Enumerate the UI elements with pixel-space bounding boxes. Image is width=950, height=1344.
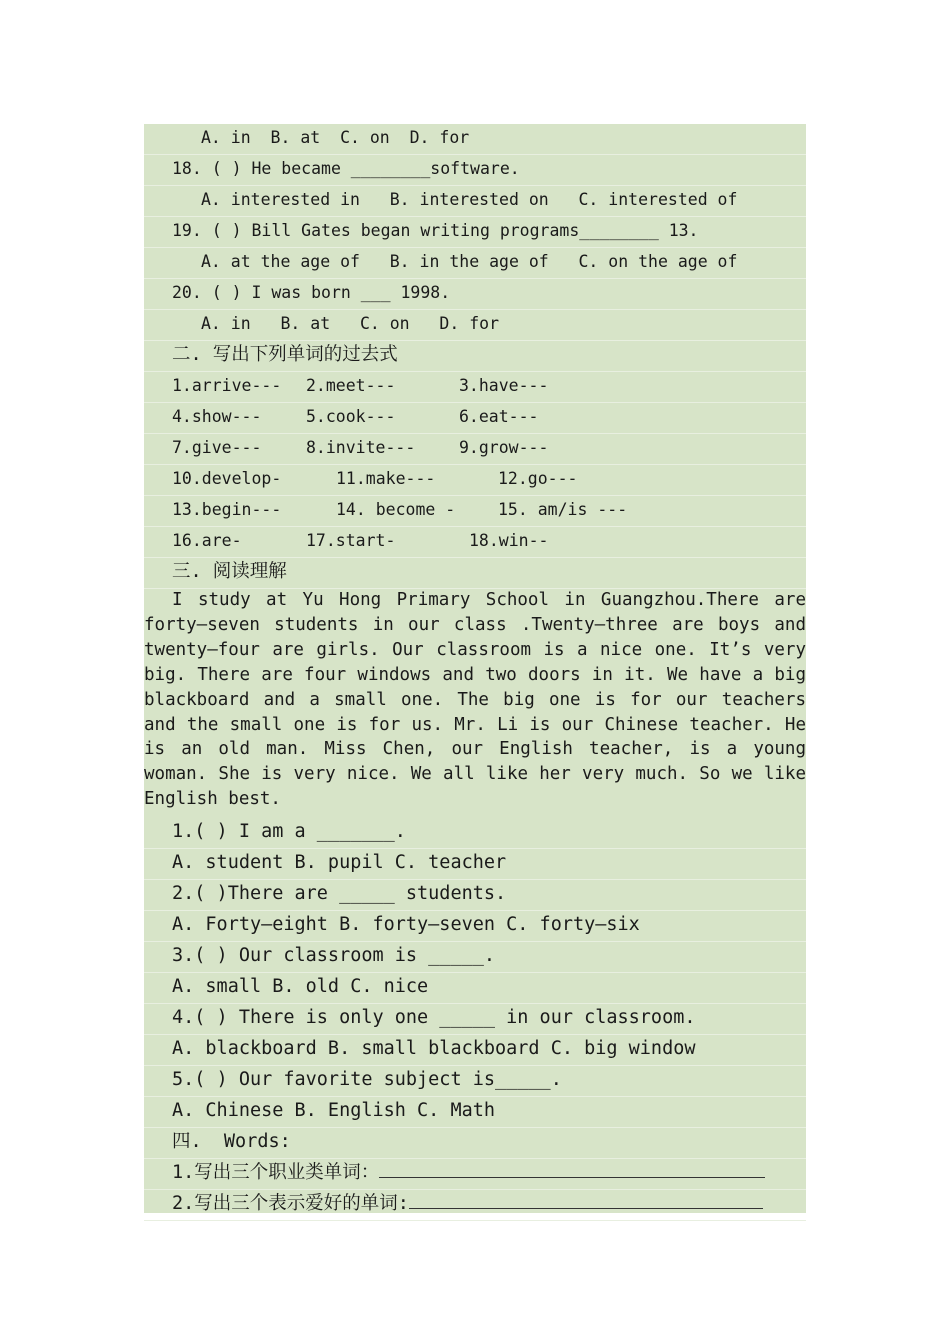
q19-question: 19. ( ) Bill Gates began writing programs________ 13. [144, 217, 806, 248]
past-tense-row [144, 527, 806, 558]
worksheet-page [144, 124, 806, 1213]
word-item: 15. am/is --- [498, 500, 628, 519]
word-item: 3.have--- [459, 376, 549, 395]
word-item: 8.invite--- [306, 438, 416, 457]
q18-options: A. interested in B. interested on C. interested of [144, 186, 806, 217]
words-item-jobs: 1.写出三个职业类单词： [144, 1159, 806, 1190]
reading-question: 5.( ) Our favorite subject is_____. [144, 1066, 806, 1097]
answer-blank[interactable] [379, 1159, 765, 1178]
past-tense-row [144, 403, 806, 434]
word-item: 18.win-- [469, 531, 549, 550]
word-item: 10.develop- [172, 469, 282, 488]
section3-title: 三. 阅读理解 [144, 558, 806, 589]
words-item-hobbies: 2.写出三个表示爱好的单词: [144, 1190, 806, 1221]
section4-title: 四. Words: [144, 1128, 806, 1159]
word-item: 17.start- [306, 531, 396, 550]
past-tense-row [144, 465, 806, 496]
word-item: 7.give--- [172, 438, 262, 457]
reading-options: A. Chinese B. English C. Math [144, 1097, 806, 1128]
reading-question: 3.( ) Our classroom is _____. [144, 942, 806, 973]
word-item: 11.make--- [336, 469, 436, 488]
word-item: 12.go--- [498, 469, 578, 488]
reading-question: 4.( ) There is only one _____ in our classroom. [144, 1004, 806, 1035]
q18-question: 18. ( ) He became ________software. [144, 155, 806, 186]
q20-options: A. in B. at C. on D. for [144, 310, 806, 341]
past-tense-row [144, 496, 806, 527]
section2-title: 二. 写出下列单词的过去式 [144, 341, 806, 372]
past-tense-row [144, 372, 806, 403]
reading-question: 2.( )There are _____ students. [144, 880, 806, 911]
reading-question: 1.( ) I am a _______. [144, 818, 806, 849]
past-tense-row [144, 434, 806, 465]
q19-options: A. at the age of B. in the age of C. on the age of [144, 248, 806, 279]
word-item: 1.arrive--- [172, 376, 282, 395]
q17-options: A. in B. at C. on D. for [144, 124, 806, 155]
word-item: 14. become - [336, 500, 456, 519]
reading-options: A. Forty—eight B. forty—seven C. forty—six [144, 911, 806, 942]
word-item: 9.grow--- [459, 438, 549, 457]
word-item: 2.meet--- [306, 376, 396, 395]
reading-passage: I study at Yu Hong Primary School in Guangzhou.There are forty—seven students in our class .Twenty—three are boys and twenty—four are girls. Our classroom is a nice one. It’s very big. There are four windows and two doors in it. We have a big blackboard and a small one. The big one is for our teachers and the small one is for us. Mr. Li is our Chinese teacher. He is an old man. Miss Chen, our English teacher, is a young woman. She is very nice. We all like her very much. So we like English best. [144, 590, 806, 810]
q20-question: 20. ( ) I was born ___ 1998. [144, 279, 806, 310]
word-item: 16.are- [172, 531, 242, 550]
word-item: 6.eat--- [459, 407, 539, 426]
reading-options: A. small B. old C. nice [144, 973, 806, 1004]
reading-options: A. blackboard B. small blackboard C. big window [144, 1035, 806, 1066]
word-item: 13.begin--- [172, 500, 282, 519]
reading-options: A. student B. pupil C. teacher [144, 849, 806, 880]
answer-blank[interactable] [409, 1190, 763, 1209]
word-item: 5.cook--- [306, 407, 396, 426]
word-item: 4.show--- [172, 407, 262, 426]
